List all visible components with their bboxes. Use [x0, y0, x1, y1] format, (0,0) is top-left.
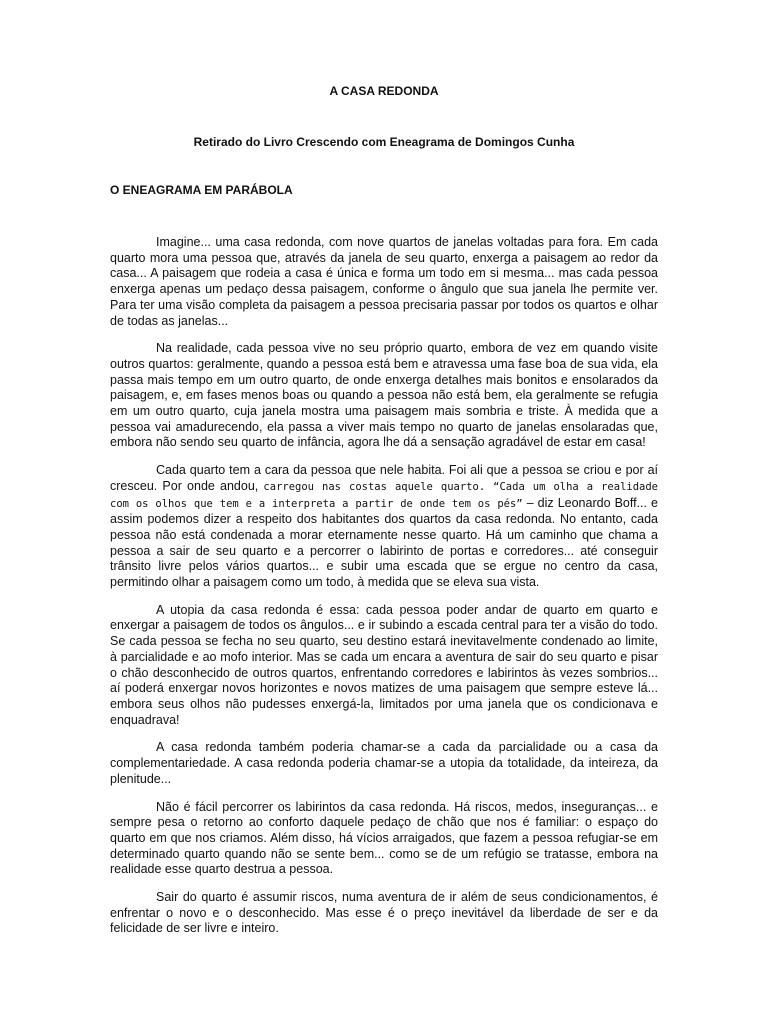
paragraph-7: Sair do quarto é assumir riscos, numa aventura de ir além de seus condicionamentos, é enfrentar o novo e o desconhecido. Mas esse é o preço inevitável da liberdade de ser e da felicidade de ser livre e inteiro. — [110, 890, 658, 936]
paragraph-3-text-a: Cada quarto tem a cara da pessoa que nele habita. Foi ali que a pessoa se criou e por aí cresceu. Por onde andou, — [110, 463, 658, 493]
paragraph-3-quote: carregou nas costas aquele quarto. “Cada um olha a realidade com os olhos que tem e a interpreta a partir de onde tem os pés” — [110, 480, 658, 510]
paragraph-4: A utopia da casa redonda é essa: cada pessoa poder andar de quarto em quarto e enxergar a paisagem de todos os ângulos... e ir subindo a escada central para ter a visão do todo. Se cada pessoa se fecha no seu quarto, seu destino estará inevitavelmente condenado ao limite, à parcialidade e ao mofo interior. Mas se cada um encara a aventura de sair do seu quarto e pisar o chão desconhecido de outros quartos, enfrentando corredores e labirintos às vezes sombrios... aí poderá enxergar novos horizontes e novos matizes de uma paisagem que sempre esteve lá... embora seus olhos não pudesses enxergá-la, limitados por uma janela que os condicionava e enquadrava! — [110, 602, 658, 727]
paragraph-3 — [110, 463, 658, 591]
document-body — [110, 235, 658, 949]
paragraph-2: Na realidade, cada pessoa vive no seu próprio quarto, embora de vez em quando visite outros quartos: geralmente, quando a pessoa está bem e atravessa uma fase boa de sua vida, ela passa mais tempo em um outro quarto, de onde enxerga detalhes mais bonitos e ensolarados da paisagem, e, em fases menos boas ou quando a pessoa não está bem, ela geralmente se refugia em um outro quarto, cuja janela mostra uma paisagem mais sombria e triste. À medida que a pessoa vai amadurecendo, ela passa a viver mais tempo no quarto de janelas ensolaradas que, embora não sendo seu quarto de infância, agora lhe dá a sensação agradável de estar em casa! — [110, 341, 658, 450]
section-heading: O ENEAGRAMA EM PARÁBOLA — [110, 183, 293, 197]
paragraph-6: Não é fácil percorrer os labirintos da casa redonda. Há riscos, medos, inseguranças... e sempre pesa o retorno ao conforto daquele pedaço de chão que nos é familiar: o espaço do quarto em que nos criamos. Além disso, há vícios arraigados, que fazem a pessoa refugiar-se em determinado quarto quando não se sente bem... como se de um refúgio se tratasse, embora na realidade esse quarto destrua a pessoa. — [110, 799, 658, 877]
paragraph-5: A casa redonda também poderia chamar-se a cada da parcialidade ou a casa da complementariedade. A casa redonda poderia chamar-se a utopia da totalidade, da inteireza, da plenitude... — [110, 740, 658, 786]
paragraph-1: Imagine... uma casa redonda, com nove quartos de janelas voltadas para fora. Em cada quarto mora uma pessoa que, através da janela de seu quarto, enxerga a paisagem ao redor da casa... A paisagem que rodeia a casa é única e forma um todo em si mesma... mas cada pessoa enxerga apenas um pedaço dessa paisagem, conforme o ângulo que sua janela lhe permite ver. Para ter uma visão completa da paisagem a pessoa precisaria passar por todos os quartos e olhar de todas as janelas... — [110, 235, 658, 328]
document-title: A CASA REDONDA — [329, 84, 439, 98]
document-source-line: Retirado do Livro Crescendo com Eneagrama de Domingos Cunha — [193, 135, 575, 149]
paragraph-3-text-b: – diz Leonardo Boff... e assim podemos dizer a respeito dos habitantes dos quartos da casa redonda. No entanto, cada pessoa não está condenada a morar eternamente nesse quarto. Há um caminho que chama a pessoa a sair de seu quarto e a percorrer o labirinto de portas e corredores... até conseguir trânsito livre pelos vários quartos... e subir uma escada que se ergue no centro da casa, permitindo olhar a paisagem como um todo, à medida que se eleva sua vista. — [110, 495, 658, 590]
